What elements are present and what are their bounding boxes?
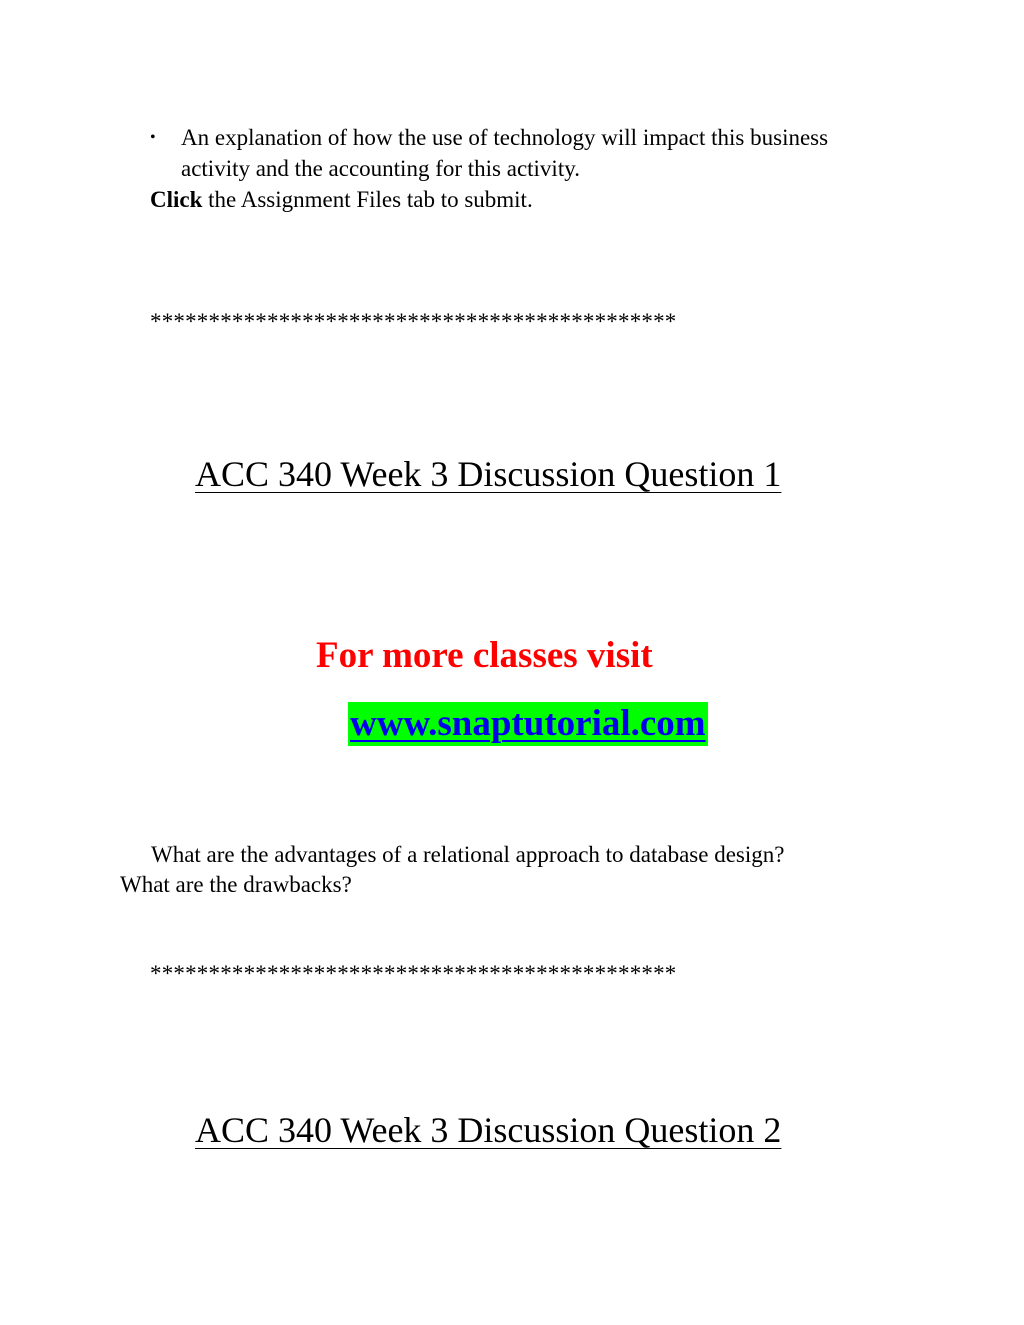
instruction-rest: the Assignment Files tab to submit. xyxy=(202,187,533,212)
discussion-question-text xyxy=(120,840,920,900)
heading-discussion-question-1: ACC 340 Week 3 Discussion Question 1 xyxy=(195,454,782,494)
instruction-bold-word: Click xyxy=(150,187,203,212)
separator-stars-1: ********************************************* xyxy=(150,309,677,334)
heading-discussion-question-2: ACC 340 Week 3 Discussion Question 2 xyxy=(195,1110,782,1150)
separator-stars-2: ********************************************* xyxy=(150,961,677,986)
question-line-2: What are the drawbacks? xyxy=(120,872,352,897)
snaptutorial-link[interactable]: www.snaptutorial.com xyxy=(350,703,706,744)
promo-text: For more classes visit xyxy=(316,635,653,676)
submit-instruction xyxy=(150,184,533,215)
bullet-icon: • xyxy=(150,129,156,146)
question-line-1: What are the advantages of a relational approach to database design? xyxy=(151,842,785,867)
bullet-text: An explanation of how the use of technology will impact this business activity and the accounting for this activity. xyxy=(181,125,829,181)
